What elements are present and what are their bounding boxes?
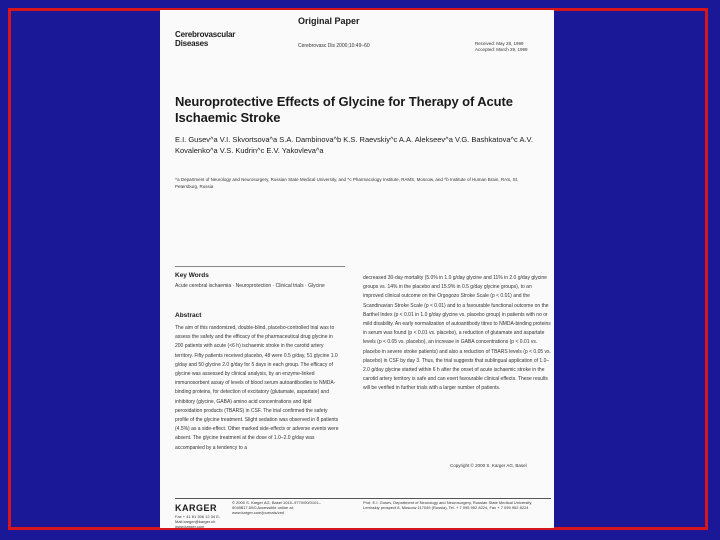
paper-type: Original Paper: [298, 16, 360, 26]
affiliations: ^a Department of Neurology and Neurosurgery, Russian State Medical University, and ^c Pharmacology Institute, RAMS, Moscow, and ^b Institute of Human Brain, RAS, St. Petersburg, Russia: [175, 177, 519, 189]
abstract-continuation: decreased 30-day mortality (5.0% in 1.0 g/day glycine and 11% in 2.0 g/day glycine groups vs. 14% in the placebo and 15.9% in 0.5 g/day glycine groups), to an improved clinical outcome on the Orgogozo Stroke Scale (p < 0.01) and the Scandinavian Stroke Scale (p < 0.01) and to a favourable functional outcome on the Barthel Index (p < 0.01 in 1.0 g/day glycine vs. placebo group) in patients with no or mild disability. An early normalization of autoantibody titres to NMDA-binding proteins in serum was found (p < 0.01 vs. placebo), a reduction of glutamate and aspartate levels (p < 0.05 vs. placebo), an increase in GABA concentrations (p < 0.01 vs. placebo in severe stroke patients) and also a reduction of TBARS levels (p < 0.05 vs. placebo) in CSF by day 3. Thus, the trial suggests that sublingual application of 1.0–2.0 g/day glycine started within 6 h after the onset of acute ischaemic stroke in the carotid artery territory is safe and can exert favourable clinical effects. These results will be verified in further trials with a larger number of patients.: [363, 275, 551, 392]
journal-name: [175, 30, 235, 48]
keywords-heading: Key Words: [175, 272, 209, 279]
publisher-contact: Fax + 41 61 306 12 34 E-Mail karger@karger.ch www.karger.com: [175, 514, 221, 528]
paper-title: Neuroprotective Effects of Glycine for Therapy of Acute Ischaemic Stroke: [175, 94, 513, 125]
paper-page: [160, 10, 554, 528]
abstract-text: The aim of this randomized, double-blind, placebo-controlled trial was to assess the safety and the efficacy of the pharmaceutical drug glycine in 200 patients with acute (<6 h) ischaemic stroke in the carotid artery territory. Fifty patients received placebo, 48 were 0.5 g/day, 51 glycine 1.0 g/day and 50 glycine 2.0 g/day for 5 days in each group. The efficacy of glycine was assessed by clinical analysis, by an enzyme-linked immunosorbent assay of levels of blood serum autoantibodies to NMDA-binding proteins, for detection of excitatory (glutamate, aspartate) and inhibitory (glycine, GABA) amino acid concentrations and lipid peroxidation products (TBARS) in CSF. The trial confirmed the safety profile of the glycine treatment. Slight sedation was observed in 8 patients (4.5%) as a side-effect. Other marked side-effects or adverse events were absent. The glycine treatment at the dose of 1.0–2.0 g/day was accompanied by a tendency to a: [175, 325, 339, 451]
journal-name-line2: Diseases: [175, 39, 209, 48]
author-list: E.I. Gusev^a V.I. Skvortsova^a S.A. Dambinova^b K.S. Raevskiy^c A.A. Alekseev^a V.G. Bashkatova^c A.V. Kovalenko^a V.S. Kudrin^c E.V. Yakovleva^a: [175, 135, 533, 155]
journal-name-line1: Cerebrovascular: [175, 30, 236, 39]
citation: Cerebrovasc Dis 2000;10:49–60: [298, 43, 370, 49]
accepted-date: Accepted: March 29, 1999: [475, 46, 528, 52]
received-date: Received: May 28, 1999: [475, 41, 524, 46]
correspondence: Prof. E.I. Gusev, Department of Neurology and Neurosurgery, Russian State Medical University, Leninskiy prospect 8, Moscow 117049 (Russia), Tel. + 7 095 952 8224, Fax + 7 095 952 8224: [363, 500, 533, 510]
keywords-text: Acute cerebral ischaemia · Neuroprotection · Clinical trials · Glycine: [175, 283, 325, 289]
footer-divider: [175, 498, 551, 499]
received-dates: [475, 41, 528, 52]
article-info: © 2000 S. Karger AG, Basel 1015–9770/00/0101–0049$17.50/0 Accessible online at: www.karger.com/journals/ced: [232, 500, 321, 515]
publisher-logo: KARGER: [175, 503, 218, 513]
copyright-line: Copyright © 2000 S. Karger AG, Basel: [450, 463, 527, 468]
section-divider: [175, 266, 345, 267]
abstract-heading: Abstract: [175, 312, 202, 319]
